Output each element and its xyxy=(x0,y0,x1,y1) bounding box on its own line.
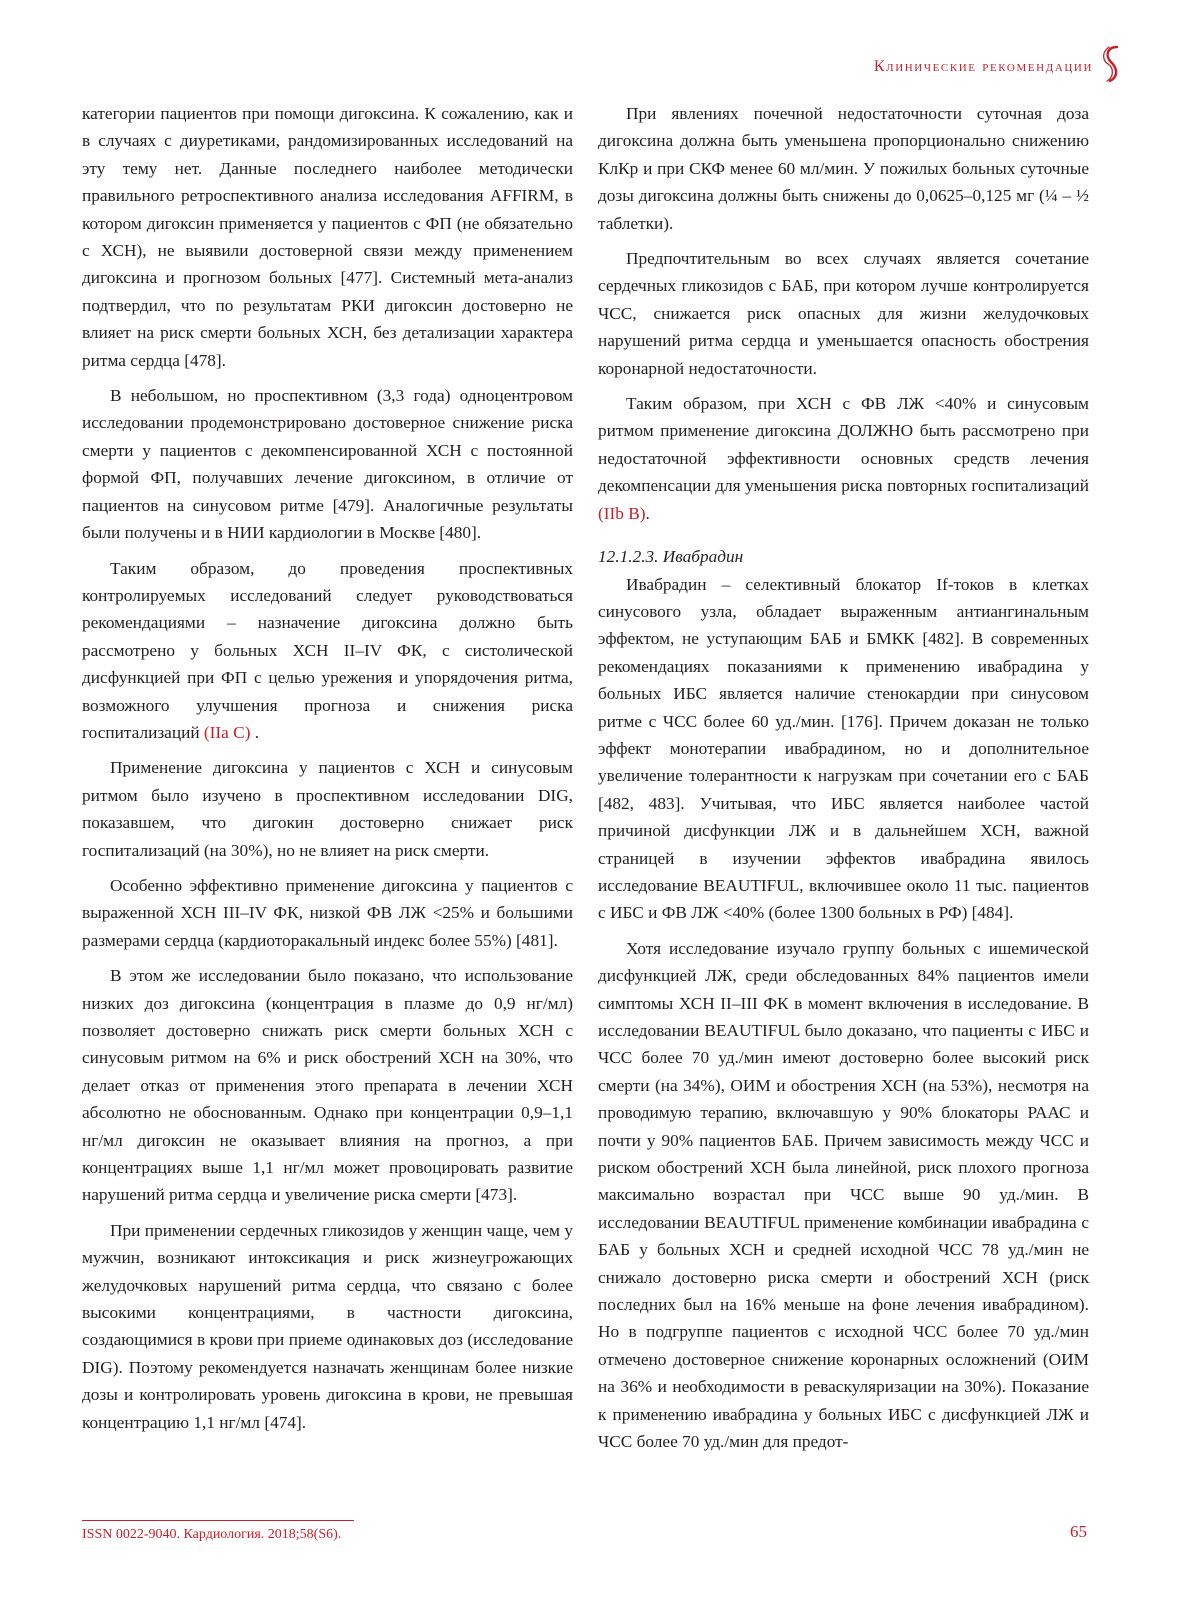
page-number: 65 xyxy=(1070,1522,1087,1541)
paragraph: Особенно эффективно применение дигоксина у пациентов с выраженной ХСН III–IV ФК, низкой ФВ ЛЖ <25% и большими размерами сердца (кардиоторакальный индекс более 55%) [481]. xyxy=(82,875,573,950)
journal-logo-icon xyxy=(1099,44,1125,89)
paragraph xyxy=(598,390,1089,527)
footer-citation: ISSN 0022-9040. Кардиология. 2018;58(S6). xyxy=(82,1527,342,1542)
paragraph: В этом же исследовании было показано, что использование низких доз дигоксина (концентрация в плазме до 0,9 нг/мл) позволяет достоверно снижать риск смерти больных ХСН с синусовым ритмом на 6% и риск обострений ХСН на 30%, что делает отказ от применения этого препарата в лечении ХСН абсолютно не обоснованным. Однако при концентрации 0,9–1,1 нг/мл дигоксин не оказывает влияния на прогноз, а при концентрациях выше 1,1 нг/мл может провоцировать развитие нарушений ритма сердца и увеличение риска смерти [473]. xyxy=(82,966,573,1205)
page-header xyxy=(874,44,1125,89)
evidence-level: (IIa C) xyxy=(203,722,251,742)
paragraph: Применение дигоксина у пациентов с ХСН и синусовым ритмом было изучено в проспективном исследовании DIG, показавшем, что дигокин достоверно снижает риск госпитализаций (на 30%), но не влияет на риск смерти. xyxy=(82,758,573,860)
paragraph: В небольшом, но проспективном (3,3 года) одноцентровом исследовании продемонстрировано достоверное снижение риска смерти у пациентов с декомпенсированной ХСН с постоянной формой ФП, получавших лечение дигоксином, в отличие от пациентов на синусовом ритме [479]. Аналогичные результаты были получены и в НИИ кардиологии в Москве [480]. xyxy=(82,386,573,543)
paragraph: Хотя исследование изучало группу больных с ишемической дисфункцией ЛЖ, среди обследованных 84% пациентов имели симптомы ХСН II–III ФК в момент включения в исследование. В исследовании BEAUTIFUL было доказано, что пациенты с ИБС и ЧСС более 70 уд./мин имеют достоверно более высокий риск смерти (на 34%), ОИМ и обострения ХСН (на 53%), несмотря на проводимую терапию, включавшую у 90% блокаторы РААС и почти у 90% пациентов БАБ. Причем зависимость между ЧСС и риском обострений ХСН была линейной, риск плохого прогноза максимально возрастал при ЧСС выше 90 уд./мин. В исследовании BEAUTIFUL применение комбинации ивабрадина с БАБ у больных ХСН и средней исходной ЧСС 78 уд./мин не снижало достоверно риска смерти и обострений ХСН (риск последних был на 16% меньше на фоне лечения ивабрадином). Но в подгруппе пациентов с исходной ЧСС более 70 уд./мин отмечено достоверное снижение коронарных осложнений (ОИМ на 36% и необходимости в реваскуляризации на 30%). Показание к применению ивабрадина у больных ИБС с дисфункцией ЛЖ и ЧСС более 70 уд./мин для предот- xyxy=(598,938,1089,1452)
right-column xyxy=(598,100,1089,1464)
left-column xyxy=(82,100,573,1444)
paragraph: Ивабрадин – селективный блокатор If-токов в клетках синусового узла, обладает выраженным антиангинальным эффектом, не уступающим БАБ и БМКК [482]. В современных рекомендациях показаниями к применению ивабрадина у больных ИБС является наличие стенокардии при синусовом ритме с ЧСС более 60 уд./мин. [176]. Причем доказан не только эффект монотерапии ивабрадином, но и дополнительное увеличение толерантности к нагрузкам при сочетании его с БАБ [482, 483]. Учитывая, что ИБС является наиболее частой причиной дисфункции ЛЖ и в дальнейшем ХСН, важной страницей в изучении эффектов ивабрадина явилось исследование BEAUTIFUL, включившее около 11 тыс. пациентов с ИБС и ФВ ЛЖ <40% (более 1300 больных в РФ) [484]. xyxy=(598,574,1089,923)
paragraph xyxy=(82,555,573,747)
evidence-level: (IIb B) xyxy=(598,503,646,523)
paragraph: При явлениях почечной недостаточности суточная доза дигоксина должна быть уменьшена пропорционально снижению КлКр и при СКФ менее 60 мл/мин. У пожилых больных суточные дозы дигоксина должны быть снижены до 0,0625–0,125 мг (¼ – ½ таблетки). xyxy=(598,104,1089,233)
paragraph: При применении сердечных гликозидов у женщин чаще, чем у мужчин, возникают интоксикация и риск жизнеугрожающих желудочковых нарушений ритма сердца, что связано с более высокими концентрациями, в частности дигоксина, создающимися в крови при приеме одинаковых доз (исследование DIG). Поэтому рекомендуется назначать женщинам более низкие дозы и контролировать уровень дигоксина в крови, не превышая концентрацию 1,1 нг/мл [474]. xyxy=(82,1220,573,1432)
paragraph-end: . xyxy=(645,503,650,523)
paragraph-text: Таким образом, до проведения проспективных контролируемых исследований следует руководствоваться рекомендациями – назначение дигоксина должно быть рассмотрено у больных ХСН II–IV ФК, с систолической дисфункцией при ФП с целью урежения и упорядочения ритма, возможного улучшения прогноза и снижения риска госпитализаций xyxy=(82,558,573,742)
paragraph: Предпочтительным во всех случаях является сочетание сердечных гликозидов с БАБ, при котором лучше контролируется ЧСС, снижается риск опасных для жизни желудочковых нарушений ритма сердца и уменьшается опасность обострения коронарной недостаточности. xyxy=(598,249,1089,378)
paragraph-end: . xyxy=(250,722,260,742)
footer-divider xyxy=(82,1520,354,1521)
section-subheading: 12.1.2.3. Ивабрадин xyxy=(598,547,744,567)
paragraph: категории пациентов при помощи дигоксина. К сожалению, как и в случаях с диуретиками, рандомизированных исследований на эту тему нет. Данные последнего наиболее методически правильного ретроспективного анализа исследования AFFIRM, в котором дигоксин применяется у пациентов с ФП (не обязательно с ХСН), не выявили достоверной связи между применением дигоксина и прогнозом больных [477]. Системный мета-анализ подтвердил, что по результатам РКИ дигоксин достоверно не влияет на риск смерти больных ХСН, без детализации характера ритма сердца [478]. xyxy=(82,104,573,370)
section-title: Клинические рекомендации xyxy=(873,57,1093,75)
paragraph-text: Таким образом, при ХСН с ФВ ЛЖ <40% и синусовым ритмом применение дигоксина ДОЛЖНО быть рассмотрено при недостаточной эффективности основных средств лечения декомпенсации для уменьшения риска повторных госпитализаций xyxy=(598,394,1089,496)
